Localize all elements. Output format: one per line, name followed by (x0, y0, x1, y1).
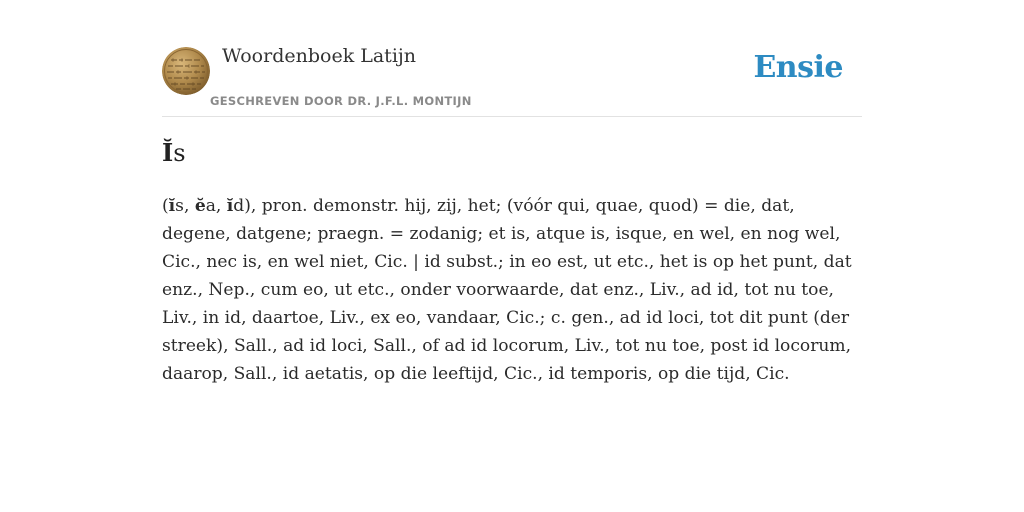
definition-open-paren: ( (162, 196, 169, 216)
entry-headword (162, 138, 186, 167)
entry-definition (162, 192, 862, 388)
definition-form-masculine: ĭ (168, 196, 176, 216)
logo-image (162, 47, 210, 95)
dictionary-author: GESCHREVEN DOOR DR. J.F.L. MONTIJN (210, 94, 472, 108)
page-container (162, 0, 862, 384)
dictionary-header (162, 0, 862, 117)
definition-body: d), pron. demonstr. hij, zij, het; (vóór qui, quae, quod) = die, dat, degene, datgene; praegn. = zodanig; et is, atque is, isque, en wel, en nog wel, Cic., nec is, en wel niet, Cic. | id subst.; in eo est, ut etc., het is op het punt, dat enz., Nep., cum eo, ut etc., onder voorwaarde, dat enz., Liv., ad id, tot nu toe, Liv., in id, daartoe, Liv., ex eo, vandaar, Cic.; c. gen., ad id loci, tot dit punt (der streek), Sall., ad id loci, Sall., of ad id locorum, Liv., tot nu toe, post id locorum, daarop, Sall., id aetatis, op die leeftijd, Cic., id temporis, op die tijd, Cic. (162, 196, 852, 384)
definition-form-masculine-rest: s, (175, 196, 195, 216)
headword-rest: s (173, 139, 186, 167)
definition-form-neuter: ĭ (226, 196, 234, 216)
headword-lead: Ĭ (162, 138, 174, 167)
definition-form-feminine: ĕ (194, 196, 206, 216)
ensie-brand-logo[interactable]: Ensie (753, 50, 843, 85)
definition-form-feminine-rest: a, (205, 196, 227, 216)
dictionary-title[interactable]: Woordenboek Latijn (222, 45, 417, 67)
latin-inscription-coin-icon[interactable] (162, 47, 210, 95)
